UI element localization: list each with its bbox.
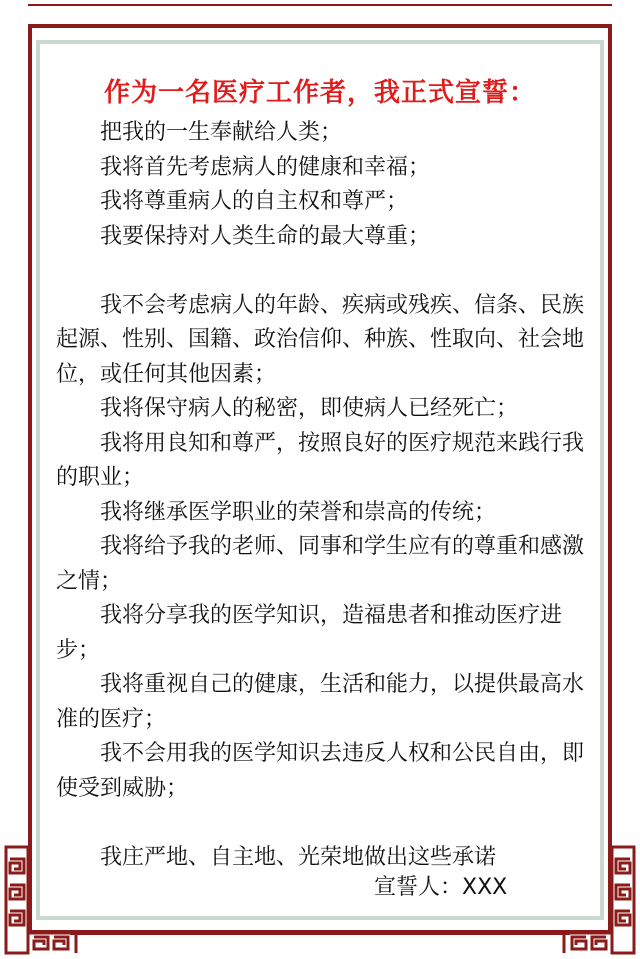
signature-line: 宣誓人：XXX [374, 875, 508, 900]
pledge-body [56, 116, 586, 875]
bottom-ornament-strip [70, 927, 570, 941]
pledge-line: 我将首先考虑病人的健康和幸福； [100, 154, 431, 180]
pledge-line: 我不会考虑病人的年龄、疾病或残疾、信条、民族起源、性别、国籍、政治信仰、种族、性取向、社会地位，或任何其他因素； [56, 292, 585, 387]
pledge-line: 我将保守病人的秘密，即使病人已经死亡； [100, 396, 519, 421]
pledge-line: 我将尊重病人的自主权和尊严； [100, 189, 409, 214]
pledge-line: 我要保持对人类生命的最大尊重； [100, 223, 431, 249]
pledge-line: 我将用良知和尊严，按照良好的医疗规范来践行我的职业； [56, 430, 585, 490]
paragraph-spacer [56, 806, 586, 841]
pledge-line: 我不会用我的医学知识去违反人权和公民自由，即使受到威胁； [56, 741, 585, 801]
pledge-line: 我将分享我的医学知识，造福患者和推动医疗进步； [56, 603, 563, 663]
top-decorative-line [28, 4, 612, 6]
pledge-line: 我将给予我的老师、同事和学生应有的尊重和感激之情； [56, 534, 585, 594]
closing-statement: 我庄严地、自主地、光荣地做出这些承诺 [100, 844, 497, 870]
pledge-title: 作为一名医疗工作者，我正式宣誓： [103, 78, 536, 108]
paragraph-spacer [56, 254, 586, 289]
pledge-line: 把我的一生奉献给人类； [100, 120, 343, 145]
pledge-line: 我将继承医学职业的荣誉和崇高的传统； [100, 499, 497, 525]
pledge-line: 我将重视自己的健康，生活和能力，以提供最高水准的医疗； [56, 672, 585, 732]
